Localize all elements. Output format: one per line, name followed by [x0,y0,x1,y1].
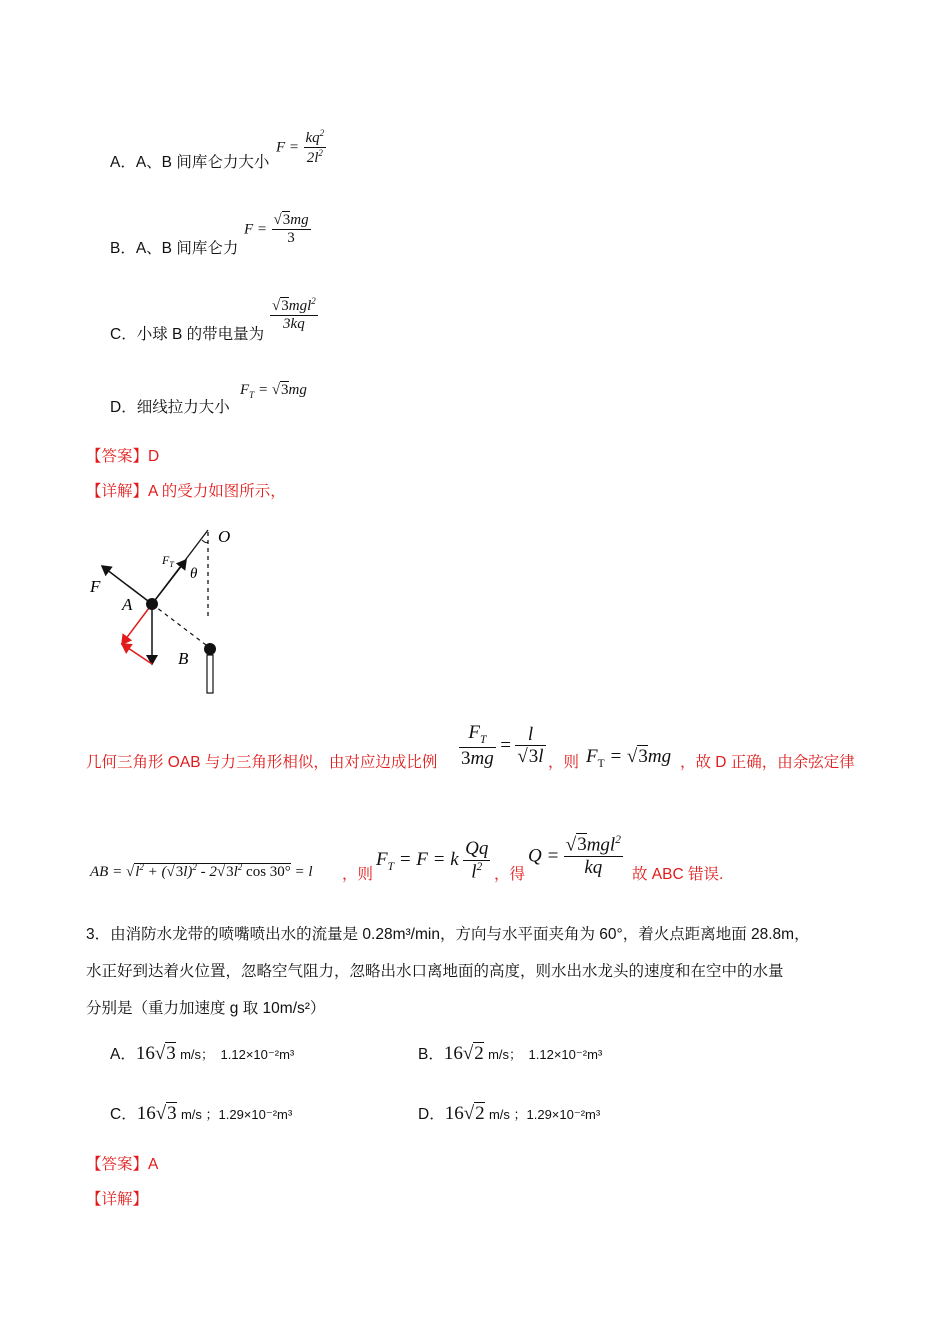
label-f: F [90,577,101,596]
q3-option-c-label: C． [110,1106,137,1123]
ab-dashed-line [152,604,210,648]
q3-option-a: A．16√3 m/s； 1.12×10⁻²m³ [110,1043,295,1064]
option-b-text: B．A、B 间库仑力 [110,240,239,257]
q3-option-c: C．16√3 m/s ；1.29×10⁻²m³ [110,1103,293,1124]
explain-label: 【详解】 [86,483,149,500]
option-a-formula: F = $\frac{kq^2}{2l^2}$ [276,128,325,167]
ft-formula: $F_T = √3mg$ [586,746,672,770]
red-arrow-2 [122,644,152,664]
q3-option-b-unit: m/s； 1.12×10⁻²m³ [488,1047,603,1062]
q3-line2: 水正好到达着火位置，忽略空气阻力，忽略出水口离地面的高度，则水出水龙头的速度和在空中的水量 [86,963,784,980]
explain-line2-mid1: ，则 [342,866,374,883]
force-diagram [80,518,260,703]
q3-option-b: B．16√2 m/s； 1.12×10⁻²m³ [418,1043,603,1064]
option-d [110,395,230,417]
option-c-formula: $\frac{√3mgl^2}{3kq}$ [272,296,316,333]
angle-arc [202,540,208,543]
answer-q3: 【答案】A [86,1156,159,1173]
q3-option-d-label: D． [418,1106,445,1123]
ball-b [204,643,216,655]
ball-a [146,598,158,610]
label-o: O [218,527,231,546]
charge-formula: Q = $\frac{√3mgl^2}{kq}$ [528,834,621,879]
answer-q2: 【答案】D [86,448,160,465]
option-d-text: D．细线拉力大小 [110,399,230,416]
q3-option-b-label: B． [418,1046,444,1063]
explain-line1-suffix: ，故 D 正确，由余弦定律 [680,754,855,771]
option-c [110,322,264,344]
explain-line2-suffix: 故 ABC 错误. [632,866,724,883]
option-d-formula: $F_T = √3mg$ [240,382,307,400]
q3-option-a-unit: m/s； 1.12×10⁻²m³ [180,1047,295,1062]
option-a-text: A．A、B 间库仑力大小 [110,154,270,171]
explain-line2-mid2: ，得 [494,866,526,883]
q3-option-d: D．16√2 m/s ；1.29×10⁻²m³ [418,1103,601,1124]
explain-text: A 的受力如图所示， [148,483,286,500]
q3-line1: 3．由消防水龙带的喷嘴喷出水的流量是 0.28m³/min，方向与水平面夹角为 60°，着火点距离地面 28.8m， [86,926,810,943]
explain-q3-label: 【详解】 [86,1191,149,1208]
label-theta: θ [190,566,198,582]
q3-option-c-unit: m/s ；1.29×10⁻²m³ [180,1107,293,1122]
explain-line1-mid: ，则 [548,754,580,771]
explain-line1-prefix: 几何三角形 OAB 与力三角形相似，由对应边成比例 [86,754,438,771]
coulomb-formula: $F_T = F = k$ $\frac{Qq}{l^2}$ [376,838,489,883]
option-c-text: C．小球 B 的带电量为 [110,326,265,343]
explain-q2-intro [86,479,286,501]
option-b-formula: F = $\frac{√3mg}{3}$ [244,212,309,247]
option-a [110,150,269,172]
q3-option-d-unit: m/s ；1.29×10⁻²m³ [488,1107,601,1122]
q3-line3: 分别是（重力加速度 g 取 10m/s²） [86,1000,326,1017]
ball-b-stand [207,655,213,693]
label-a: A [122,595,133,614]
cosine-law-formula: AB = $√l^2 + (√3l)^2 - 2√3l^2$ cos 30° = l [90,862,313,880]
ratio-formula: $\frac{F_T}{3mg}$ = $\frac{l}{√3l}$ [461,722,544,769]
q3-option-a-label: A． [110,1046,136,1063]
label-ft: $F_T$ [162,553,174,569]
option-b [110,236,238,258]
label-b: B [178,649,189,668]
